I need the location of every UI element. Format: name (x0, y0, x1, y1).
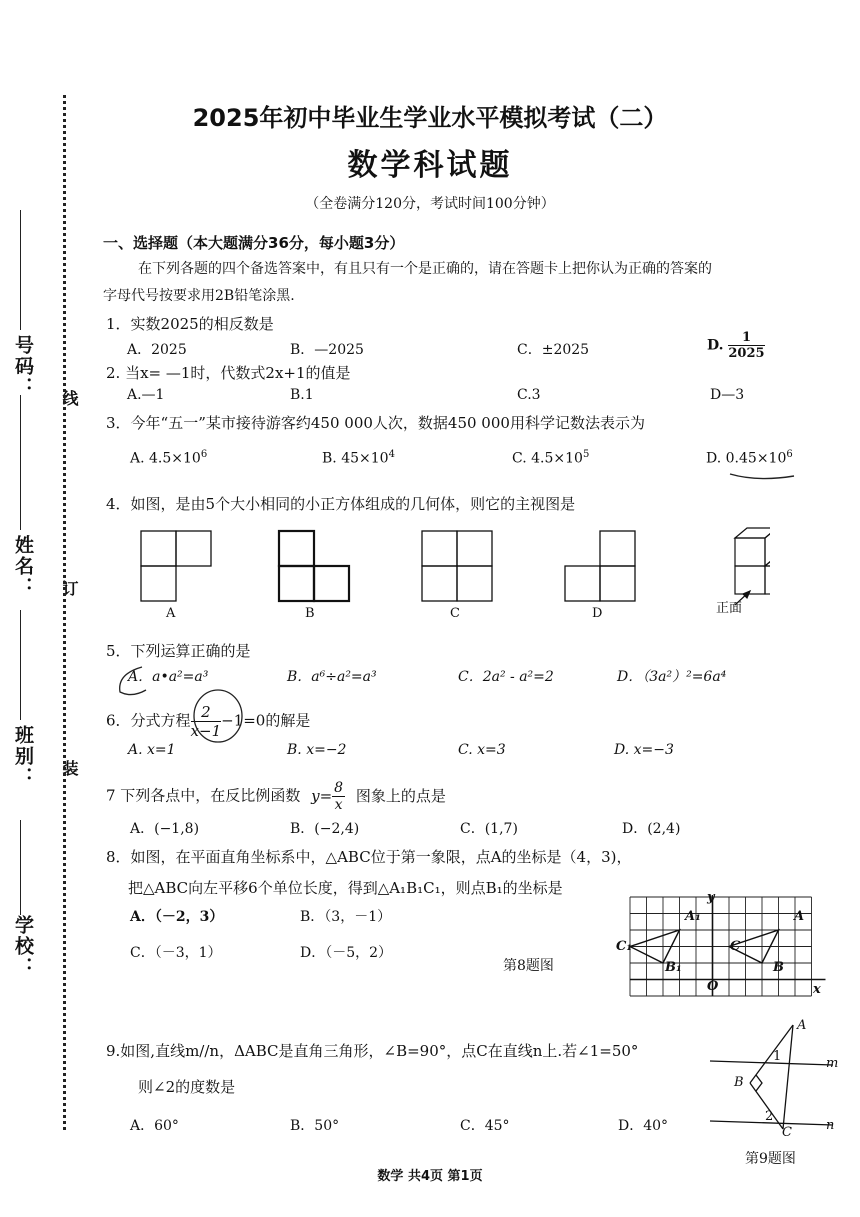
q9-option-b[interactable]: B．50° (290, 1118, 340, 1134)
page-footer: 数学 共4页 第1页 (377, 1169, 483, 1184)
q6-option-c[interactable]: C. x=3 (458, 742, 506, 758)
binding-dotted-line (63, 95, 66, 1130)
q2-option-b[interactable]: B.1 (290, 387, 314, 403)
q9-line-2: 则∠2的度数是 (138, 1078, 236, 1096)
q9-label-2: 2 (765, 1109, 774, 1124)
q7-option-b[interactable]: B．(−2,4) (290, 821, 360, 837)
q3-option-d[interactable]: D. $0.45\times 10^6$ (706, 449, 793, 467)
q8-label-b1: B₁ (665, 960, 682, 975)
q8-option-d[interactable]: D．（－5，2） (300, 945, 393, 961)
q8-label-c: C (730, 939, 741, 954)
q4-figure-d (565, 531, 635, 601)
q9-label-c: C (782, 1125, 792, 1140)
q6-option-b[interactable]: B. x=−2 (287, 742, 347, 758)
q8-option-b[interactable]: B．（3，－1） (300, 909, 392, 925)
exam-note: （全卷满分120分，考试时间100分钟） (305, 196, 555, 212)
q8-line-2: 把△ABC向左平移6个单位长度，得到△A₁B₁C₁，则点B₁的坐标是 (128, 879, 563, 897)
q8-label-a: A (794, 909, 805, 924)
q3-option-c[interactable]: C. $4.5\times 10^5$ (512, 449, 590, 467)
number-label: 号码： (12, 335, 34, 398)
q3-option-b[interactable]: B. $45\times 10^4$ (322, 449, 395, 467)
q9-option-a[interactable]: A．60° (130, 1118, 179, 1134)
q1-option-d[interactable] (707, 330, 765, 361)
q1-d-prefix: D. (707, 337, 724, 354)
q8-label-x: x (813, 982, 821, 997)
q5-option-c[interactable]: C．2a² - a²=2 (458, 669, 554, 685)
q8-caption: 第8题图 (503, 958, 554, 974)
q4-front-label: 正面 (716, 601, 743, 616)
school-blank[interactable] (20, 820, 21, 915)
class-label: 班别： (12, 725, 34, 788)
q9-caption: 第9题图 (745, 1151, 796, 1167)
q5-option-d[interactable]: D．（3a²）²=6a⁴ (617, 669, 727, 685)
exam-title: 2025年初中毕业生学业水平模拟考试（二） (192, 104, 668, 132)
q8-option-c[interactable]: C．（－3，1） (130, 945, 222, 961)
q8-label-b: B (773, 960, 784, 975)
bind-char-xian: 线 (60, 390, 79, 408)
q3-stem: 3．今年“五一”某市接待游客约450 000人次，数据450 000用科学记数法表示为 (106, 414, 645, 432)
q1-option-a[interactable]: A．2025 (127, 342, 187, 358)
q9-option-d[interactable]: D．40° (618, 1118, 669, 1134)
q7-option-a[interactable]: A．(−1,8) (130, 821, 200, 837)
section-heading: 一、选择题（本大题满分36分，每小题3分） (103, 234, 405, 252)
q8-label-a1: A₁ (685, 909, 701, 924)
q9-label-b: B (734, 1075, 744, 1090)
school-label: 学校： (12, 915, 34, 978)
number-blank[interactable] (20, 210, 21, 330)
q8-label-c1: C₁ (616, 939, 633, 954)
q2-option-a[interactable]: A.—1 (127, 387, 165, 403)
q6-fraction: $\frac{2}{x-1}$ (190, 703, 222, 740)
q5-stem: 5．下列运算正确的是 (106, 642, 251, 660)
class-blank[interactable] (20, 610, 21, 720)
q4-label-b: B (305, 606, 315, 621)
q3-option-a[interactable]: A. $4.5\times 10^6$ (130, 449, 208, 467)
q5-pen-mark (112, 662, 172, 702)
q4-figure-c (422, 531, 492, 601)
instruction-line-2: 字母代号按要求用2B铅笔涂黑. (103, 288, 295, 304)
q7-option-c[interactable]: C．(1,7) (460, 821, 518, 837)
q6-option-d[interactable]: D. x=−3 (614, 742, 674, 758)
q1-stem: 1．实数2025的相反数是 (106, 315, 274, 333)
q8-label-o: O (707, 979, 719, 994)
q2-option-c[interactable]: C.3 (517, 387, 541, 403)
q9-label-n: n (826, 1118, 835, 1133)
q9-label-a: A (797, 1018, 807, 1033)
q7-stem: 7 下列各点中，在反比例函数 y= $\frac{8}{x}$ 图象上的点是 (106, 780, 446, 813)
q4-figure-a (141, 531, 211, 601)
q2-stem: 2. 当x= —1时，代数式2x+1的值是 (106, 364, 351, 382)
subject-title: 数学科试题 (347, 148, 513, 183)
q9-option-c[interactable]: C．45° (460, 1118, 510, 1134)
q6-option-a[interactable]: A. x=1 (128, 742, 176, 758)
q7-fraction: $\frac{8}{x}$ (334, 780, 344, 813)
q1-option-c[interactable]: C．±2025 (517, 342, 590, 358)
q4-solid (735, 528, 770, 605)
q8-label-y: y (707, 890, 715, 905)
q9-label-1: 1 (773, 1049, 782, 1064)
q5-option-b[interactable]: B．a⁶÷a²=a³ (287, 669, 377, 685)
instruction-line-1: 在下列各题的四个备选答案中，有且只有一个是正确的，请在答题卡上把你认为正确的答案的 (138, 261, 712, 277)
bind-char-zhuang: 装 (60, 760, 79, 778)
q9-line-1: 9.如图,直线m//n，ΔABC是直角三角形，∠B=90°，点C在直线n上.若∠1=50° (106, 1042, 639, 1060)
q8-line-1: 8．如图，在平面直角坐标系中，△ABC位于第一象限，点A的坐标是（4，3)， (106, 848, 632, 866)
q6-stem: 6．分式方程 $\frac{2}{x-1}$ −1=0的解是 (106, 703, 311, 740)
q4-label-d: D (592, 606, 603, 621)
q4-stem: 4．如图，是由5个大小相同的小正方体组成的几何体，则它的主视图是 (106, 495, 576, 513)
q9-label-m: m (826, 1056, 839, 1071)
q4-label-c: C (450, 606, 460, 621)
q4-figure-b (279, 531, 349, 601)
name-label: 姓名： (12, 535, 34, 598)
q8-option-a[interactable]: A．（－2，3） (130, 909, 224, 925)
name-blank[interactable] (20, 395, 21, 530)
q1-option-b[interactable]: B．—2025 (290, 342, 364, 358)
bind-char-ding: 订 (60, 580, 79, 598)
q6-pen-circle (190, 688, 250, 748)
q2-option-d[interactable]: D—3 (710, 387, 745, 403)
q3-pen-underline (728, 468, 798, 484)
q5-option-a[interactable]: A．a•a²=a³ (128, 669, 209, 685)
q7-option-d[interactable]: D．(2,4) (622, 821, 681, 837)
q1-d-fraction: $\frac{1}{2025}$ (728, 330, 765, 361)
q4-label-a: A (166, 606, 176, 621)
